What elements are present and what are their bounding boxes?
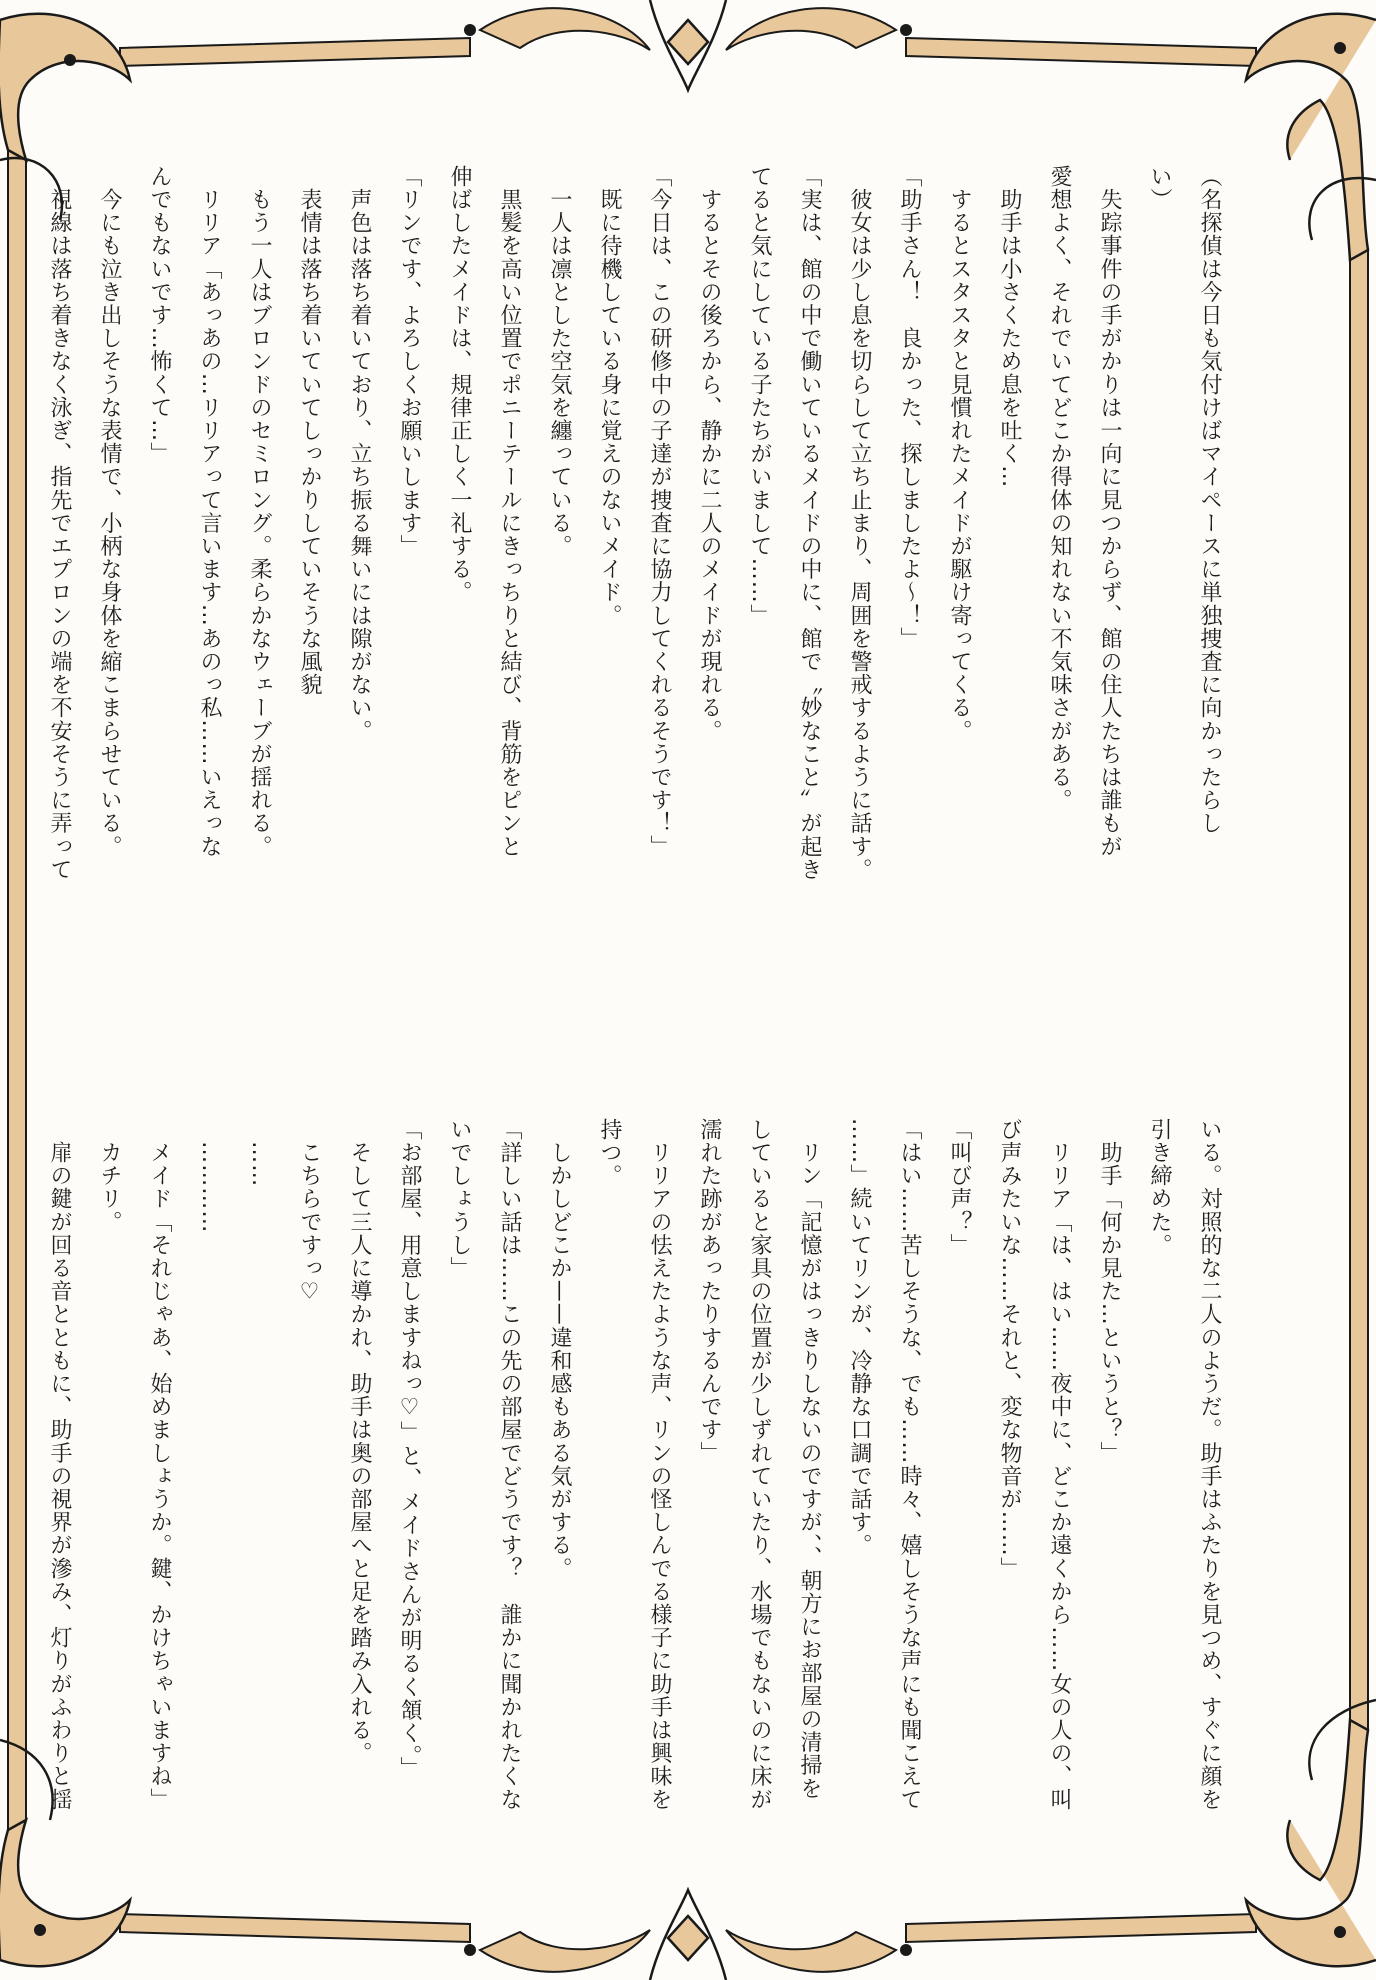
text-line: 今にも泣き出しそうな表情で、小柄な身体を縮こまらせている。 (97, 165, 122, 858)
text-line: するとその後ろから、静かに二人のメイドが現れる。 (697, 165, 722, 743)
text-line: リリア「あっあの…リリアって言います…あのっ私……いえっな (197, 165, 222, 858)
text-line: もう一人はブロンドのセミロング。柔らかなウェーブが揺れる。 (247, 165, 272, 858)
text-line: 助手「何か見た…というと？」 (1097, 1118, 1122, 1465)
text-line: 「助手さん！ 良かった、探しましたよ〜！」 (897, 165, 922, 651)
text-line: 一人は凛とした空気を纏っている。 (547, 165, 572, 558)
text-line: てると気にしている子たちがいまして……」 (747, 165, 772, 627)
frame-bottom-center-ornament (464, 1890, 912, 1980)
text-line: 声色は落ち着いており、立ち振る舞いには隙がない。 (347, 165, 372, 743)
text-line: いでしょうし」 (447, 1118, 472, 1280)
text-line: 「今日は、この研修中の子達が捜査に協力してくれるそうです！」 (647, 165, 672, 858)
text-line: 助手は小さくため息を吐く… (997, 165, 1022, 489)
text-line: 愛想よく、それでいてどこか得体の知れない不気味さがある。 (1047, 165, 1072, 812)
text-line: ………… (197, 1118, 222, 1234)
text-line: 引き締めた。 (1147, 1118, 1172, 1257)
text-line: （名探偵は今日も気付けばマイペースに単独捜査に向かったらし (1197, 165, 1222, 835)
text-line: そして三人に導かれ、助手は奥の部屋へと足を踏み入れる。 (347, 1118, 372, 1765)
frame-top-center-ornament (464, 0, 912, 90)
text-line: 「はい……苦しそうな、でも……時々、嬉しそうな声にも聞こえて (897, 1118, 922, 1811)
text-line: 失踪事件の手がかりは一向に見つからず、館の住人たちは誰もが (1097, 165, 1122, 858)
text-line: 黒髪を高い位置でポニーテールにきっちりと結び、背筋をピンと (497, 165, 522, 858)
frame-corner-top-right (1246, 14, 1376, 260)
text-line: しかしどこか——違和感もある気がする。 (547, 1118, 572, 1580)
text-line: メイド「それじゃあ、始めましょうか。鍵、かけちゃいますね」 (147, 1118, 172, 1811)
text-line: …… (247, 1118, 272, 1188)
text-line: 濡れた跡があったりするんです」 (697, 1118, 722, 1465)
text-line: リリア「は、はい……夜中に、どこか遠くから……女の人の、叫 (1047, 1118, 1072, 1811)
frame-left-bar (8, 150, 26, 1830)
text-line: リリアの怯えたような声、リンの怪しんでる様子に助手は興味を (647, 1118, 672, 1811)
text-line: するとスタスタと見慣れたメイドが駆け寄ってくる。 (947, 165, 972, 743)
text-line: リン「記憶がはっきりしないのですが、、朝方にお部屋の清掃を (797, 1118, 822, 1800)
lower-text-section (34, 1118, 1234, 1838)
text-line: 既に待機している身に覚えのないメイド。 (597, 165, 622, 627)
text-line: び声みたいな……それと、変な物音が……」 (997, 1118, 1022, 1580)
text-line: 「詳しい話は……この先の部屋でどうです？ 誰かに聞かれたくな (497, 1118, 522, 1811)
text-line: い） (1147, 165, 1172, 212)
text-line: 彼女は少し息を切らして立ち止まり、周囲を警戒するように話す。 (847, 165, 872, 882)
text-line: いる。対照的な二人のようだ。助手はふたりを見つめ、すぐに顔を (1197, 1118, 1222, 1811)
text-line: 「実は、館の中で働いているメイドの中に、館で〝妙なこと〟が起き (797, 165, 822, 882)
text-line: 表情は落ち着いていてしっかりしていそうな風貌 (297, 165, 322, 697)
text-line: カチリ。 (97, 1118, 122, 1234)
text-line: こちらですっ♡ (297, 1118, 322, 1306)
text-line: 扉の鍵が回る音とともに、助手の視界が滲み、灯りがふわりと揺 (47, 1118, 72, 1811)
frame-right-bar (1350, 250, 1368, 1730)
text-line: 「リンです、よろしくお願いします」 (397, 165, 422, 558)
text-line: 視線は落ち着きなく泳ぎ、指先でエプロンの端を不安そうに弄って (47, 165, 72, 882)
text-line: 持つ。 (597, 1118, 622, 1188)
text-line: していると家具の位置が少しずれていたり、水場でもないのに床が (747, 1118, 772, 1811)
text-line: ……」続いてリンが、冷静な口調で話す。 (847, 1118, 872, 1557)
upper-text-section (34, 165, 1234, 885)
text-line: 「叫び声？」 (947, 1118, 972, 1257)
text-line: んでもないです…怖くて…」 (147, 165, 172, 466)
text-line: 「お部屋、用意しますねっ♡」と、メイドさんが明るく頷く。」 (397, 1118, 422, 1780)
text-line: 伸ばしたメイドは、規律正しく一礼する。 (447, 165, 472, 604)
frame-corner-bottom-right (1246, 1700, 1376, 1966)
